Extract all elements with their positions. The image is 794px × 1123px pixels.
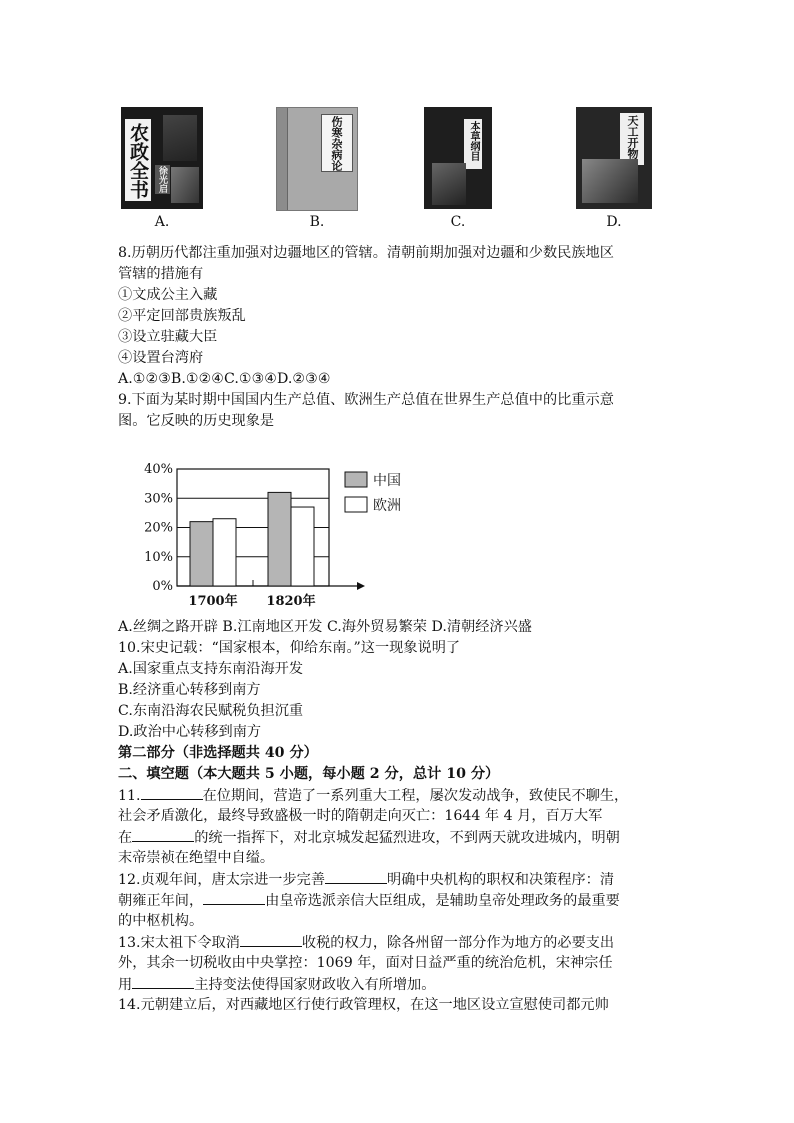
q13-line3: [118, 974, 435, 996]
q12-line3: 的中枢机构。: [118, 913, 204, 929]
q12-text-1b: 明确中央机构的职权和决策程序：清: [387, 872, 615, 888]
q9-options: A.丝绸之路开辟 B.江南地区开发 C.海外贸易繁荣 D.清朝经济兴盛: [118, 619, 532, 635]
q9-stem-line1: 9.下面为某时期中国国内生产总值、欧洲生产总值在世界生产总值中的比重示意: [118, 392, 614, 408]
q10-option-a: A.国家重点支持东南沿海开发: [118, 661, 304, 677]
q12-text-2b: 由皇帝选派亲信大臣组成，是辅助皇帝处理政务的最重要: [265, 893, 620, 909]
q13-text-3a: 用: [118, 977, 133, 993]
bar-欧洲-1820年: [291, 507, 314, 586]
q10-stem: 10.宋史记载：“国家根本，仰给东南。”这一现象说明了: [118, 640, 461, 656]
y-tick-label: 0%: [152, 579, 173, 594]
q11-text-1: 在位期间，营造了一系列重大工程，屡次发动战争，致使民不聊生，: [202, 788, 629, 804]
section2-subheading: 二、填空题（本大题共 5 小题，每小题 2 分，总计 10 分）: [118, 766, 500, 782]
book-b-title: 伤寒杂病论: [330, 116, 343, 171]
caption-a: A.: [154, 214, 170, 230]
q8-stem-line2: 管辖的措施有: [118, 266, 204, 282]
q13-text-1b: 收税的权力，除各州留一部分作为地方的必要支出: [301, 935, 615, 951]
q11-blank-2[interactable]: [132, 827, 194, 842]
book-cover-d: [576, 107, 652, 209]
q8-item-1: ①文成公主入藏: [118, 287, 218, 303]
q8-item-3: ③设立驻藏大臣: [118, 329, 218, 345]
book-a-subtitle: 徐光启: [155, 165, 170, 194]
q13-line1: [118, 932, 614, 954]
legend-label: 中国: [373, 473, 401, 489]
q12-text-1a: 12.贞观年间，唐太宗进一步完善: [118, 872, 326, 888]
q11-blank-1[interactable]: [141, 785, 203, 800]
book-cover-c: [424, 107, 492, 209]
q11-line3: [118, 827, 620, 849]
q14-line1: 14.元朝建立后，对西藏地区行使行政管理权，在这一地区设立宣慰使司都元帅: [118, 997, 609, 1013]
legend-swatch: [345, 497, 367, 512]
caption-d: D.: [606, 214, 622, 230]
q12-blank-1[interactable]: [325, 869, 387, 884]
q13-text-3b: 主持变法使得国家财政收入有所增加。: [194, 977, 436, 993]
caption-c: C.: [450, 214, 466, 230]
q13-blank-2[interactable]: [132, 974, 194, 989]
q12-text-2a: 朝雍正年间，: [118, 893, 204, 909]
q11-number: 11.: [118, 788, 141, 804]
q11-text-3a: 在: [118, 830, 133, 846]
q8-options: A.①②③B.①②④C.①③④D.②③④: [118, 371, 331, 387]
book-cover-a: [121, 107, 203, 209]
book-cover-b: [276, 107, 358, 211]
q11-text-3b: 的统一指挥下，对北京城发起猛烈进攻，不到两天就攻进城内，明朝: [194, 830, 620, 846]
q13-text-1a: 13.宋太祖下令取消: [118, 935, 240, 951]
q12-line2: [118, 890, 620, 912]
q8-item-4: ④设置台湾府: [118, 350, 204, 366]
x-tick-label: 1820年: [266, 594, 316, 609]
q11-line1: [118, 785, 628, 807]
bar-中国-1820年: [268, 492, 291, 586]
q10-option-b: B.经济重心转移到南方: [118, 682, 261, 698]
legend-swatch: [345, 472, 367, 487]
gdp-share-chart: [135, 455, 425, 615]
legend-label: 欧洲: [373, 498, 401, 514]
q12-line1: [118, 869, 614, 891]
q11-line4: 末帝崇祯在绝望中自缢。: [118, 850, 275, 866]
book-c-title: 本草纲目: [468, 121, 479, 161]
y-tick-label: 30%: [144, 491, 173, 507]
book-d-title: 天工开物: [626, 115, 639, 159]
q9-stem-line2: 图。它反映的历史现象是: [118, 413, 275, 429]
q10-option-d: D.政治中心转移到南方: [118, 724, 262, 740]
y-tick-label: 10%: [144, 549, 173, 565]
q10-option-c: C.东南沿海农民赋税负担沉重: [118, 703, 304, 719]
caption-b: B.: [309, 214, 325, 230]
q13-line2: 外，其余一切税收由中央掌控：1069 年，面对日益严重的统治危机，宋神宗任: [118, 955, 613, 971]
x-axis-arrow: [357, 582, 365, 590]
section2-heading: 第二部分（非选择题共 40 分）: [118, 745, 318, 761]
q8-item-2: ②平定回部贵族叛乱: [118, 308, 246, 324]
q11-line2: 社会矛盾激化，最终导致盛极一时的隋朝走向灭亡：1644 年 4 月，百万大军: [118, 808, 603, 824]
q12-blank-2[interactable]: [203, 890, 265, 905]
y-tick-label: 40%: [144, 462, 173, 477]
q8-stem-line1: 8.历朝历代都注重加强对边疆地区的管辖。清朝前期加强对边疆和少数民族地区: [118, 245, 614, 261]
y-tick-label: 20%: [144, 520, 173, 536]
q13-blank-1[interactable]: [240, 932, 302, 947]
bar-中国-1700年: [190, 522, 213, 586]
book-a-title: 农政全书: [127, 123, 149, 199]
x-tick-label: 1700年: [188, 594, 238, 609]
bar-欧洲-1700年: [213, 519, 236, 586]
